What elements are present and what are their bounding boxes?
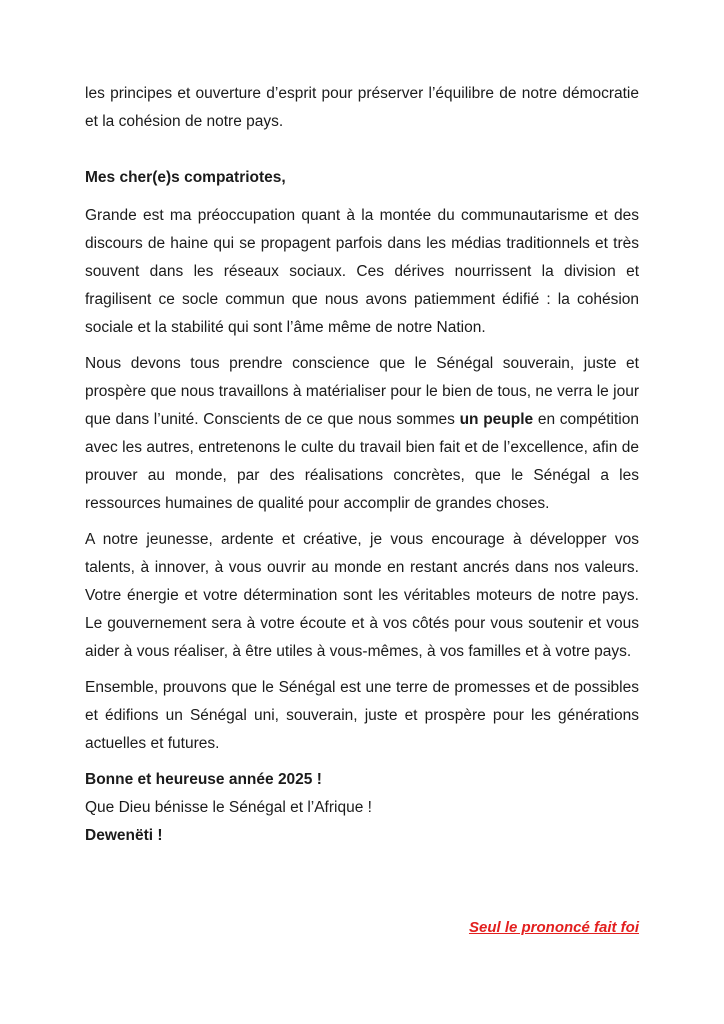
footer-note-row <box>85 914 639 942</box>
closing-new-year-wish: Bonne et heureuse année 2025 ! <box>85 771 322 788</box>
paragraph-concern: Grande est ma préoccupation quant à la montée du communautarisme et des discours de haine qui se propagent parfois dans les médias traditionnels et très souvent dans les réseaux sociaux. Ces dérives nourrissent la division et fragilisent ce socle commun que nous avons patiemment édifié : la cohésion sociale et la stabilité qui sont l’âme même de notre Nation. <box>85 207 639 336</box>
salutation-heading: Mes cher(e)s compatriotes, <box>85 169 286 186</box>
closing-blessing: Que Dieu bénisse le Sénégal et l’Afrique ! <box>85 799 372 816</box>
paragraph-unity-after-bold: en compétition avec les autres, entretenons le culte du travail bien fait et de l’excellence, afin de prouver au monde, par des réalisations concrètes, que le Sénégal a les ressources humaines de qualité pour accomplir de grandes choses. <box>85 411 639 512</box>
paragraph-youth: A notre jeunesse, ardente et créative, je vous encourage à développer vos talents, à innover, à vous ouvrir au monde en restant ancrés dans nos valeurs. Votre énergie et votre détermination sont les véritables moteurs de notre pays. Le gouvernement sera à votre écoute et à vos côtés pour vous soutenir et vous aider à vous réaliser, à être utiles à vous-mêmes, à vos familles et à votre pays. <box>85 531 639 660</box>
paragraph-unity-bold-phrase: un peuple <box>459 411 534 428</box>
closing-block <box>85 766 639 850</box>
closing-wolof-greeting: Dewenëti ! <box>85 827 163 844</box>
paragraph-together: Ensemble, prouvons que le Sénégal est une terre de promesses et de possibles et édifions un Sénégal uni, souverain, juste et prospère pour les générations actuelles et futures. <box>85 679 639 752</box>
paragraph-unity-before-bold: Nous devons tous prendre conscience que le Sénégal souverain, juste et prospère que nous travaillons à matérialiser pour le bien de tous, ne verra le jour que dans l’unité. Conscients de ce que nous sommes <box>85 355 639 428</box>
paragraph-unity <box>85 350 639 518</box>
document-body <box>85 80 639 942</box>
footer-note: Seul le prononcé fait foi <box>468 919 639 936</box>
intro-paragraph: les principes et ouverture d’esprit pour préserver l’équilibre de notre démocratie et la cohésion de notre pays. <box>85 85 639 130</box>
